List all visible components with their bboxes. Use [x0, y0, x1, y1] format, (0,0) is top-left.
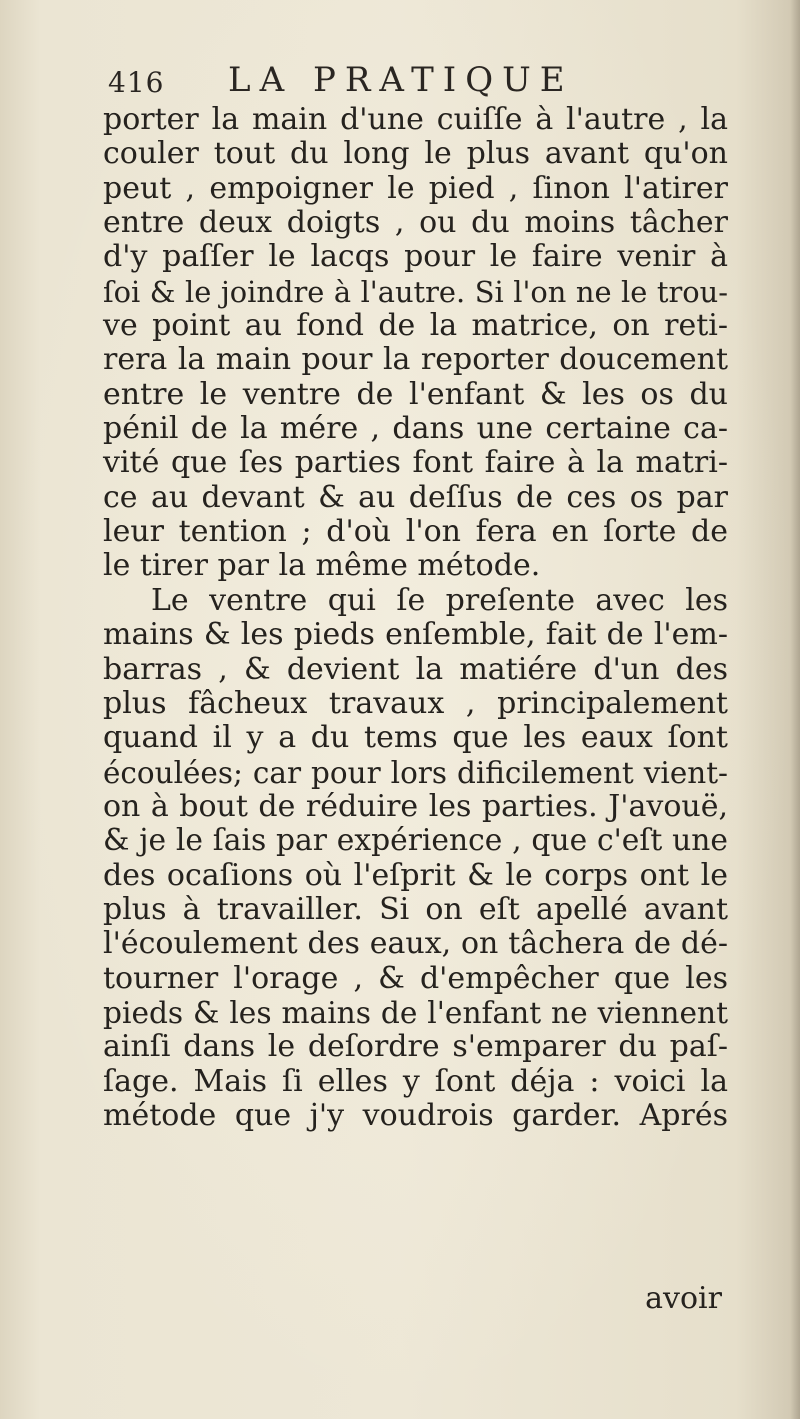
text-line: peut , empoigner le pied , ſinon l'atirer [103, 170, 728, 206]
text-line: pieds & les mains de l'enfant ne viennent [103, 994, 728, 1030]
text-line: pénil de la mére , dans une certaine ca- [103, 411, 728, 447]
text-line: entre le ventre de l'enfant & les os du [103, 376, 728, 412]
text-line: quand il y a du tems que les eaux ſont [103, 720, 728, 756]
running-head: LA PRATIQUE [228, 60, 574, 100]
text-line: vité que ſes parties font faire à la matri- [103, 445, 728, 481]
text-line: tourner l'orage , & d'empêcher que les [103, 960, 728, 996]
text-line: plus à travailler. Si on eſt apellé avant [103, 891, 728, 927]
text-line: ve point au fond de la matrice, on reti- [103, 308, 728, 344]
text-line: mains & les pieds enſemble, fait de l'em- [103, 617, 728, 653]
text-line: l'écoulement des eaux, on tâchera de dé- [103, 926, 728, 962]
text-line: ſoi & le joindre à l'autre. Si l'on ne le trou- [103, 274, 728, 309]
text-line: porter la main d'une cuiſſe à l'autre , la [103, 102, 728, 137]
catchword: avoir [645, 1281, 722, 1316]
text-line: ainſi dans le deſordre s'emparer du paſ- [103, 1029, 728, 1065]
text-line: rera la main pour la reporter doucement [103, 342, 728, 378]
text-line: d'y paſſer le lacqs pour le faire venir à [103, 239, 728, 275]
text-line: métode que j'y voudrois garder. Aprés [103, 1097, 728, 1133]
text-line: des ocaſions où l'eſprit & le corps ont le [103, 857, 728, 893]
text-line: ce au devant & au deſſus de ces os par [103, 479, 728, 515]
page-header [108, 58, 728, 102]
text-line: le tirer par la même métode. [103, 548, 541, 584]
text-line: leur tention ; d'où l'on fera en ſorte de [103, 514, 728, 550]
text-line: couler tout du long le plus avant qu'on [103, 136, 728, 172]
paragraph-start-line: Le ventre qui ſe preſente avec les [151, 582, 728, 618]
text-line: & je le ſais par expérience , que c'eſt une [103, 823, 728, 859]
text-line: écoulées; car pour lors dificilement vient- [103, 755, 728, 790]
body-text [103, 103, 728, 1133]
text-line: on à bout de réduire les parties. J'avouë, [103, 788, 728, 824]
text-line: entre deux doigts , ou du moins tâcher [103, 205, 728, 241]
text-line: barras , & devient la matiére d'un des [103, 651, 728, 687]
page-number: 416 [108, 66, 165, 99]
text-line: ſage. Mais ſi elles y ſont déja : voici la [103, 1063, 728, 1099]
text-line: plus fâcheux travaux , principalement [103, 685, 728, 721]
